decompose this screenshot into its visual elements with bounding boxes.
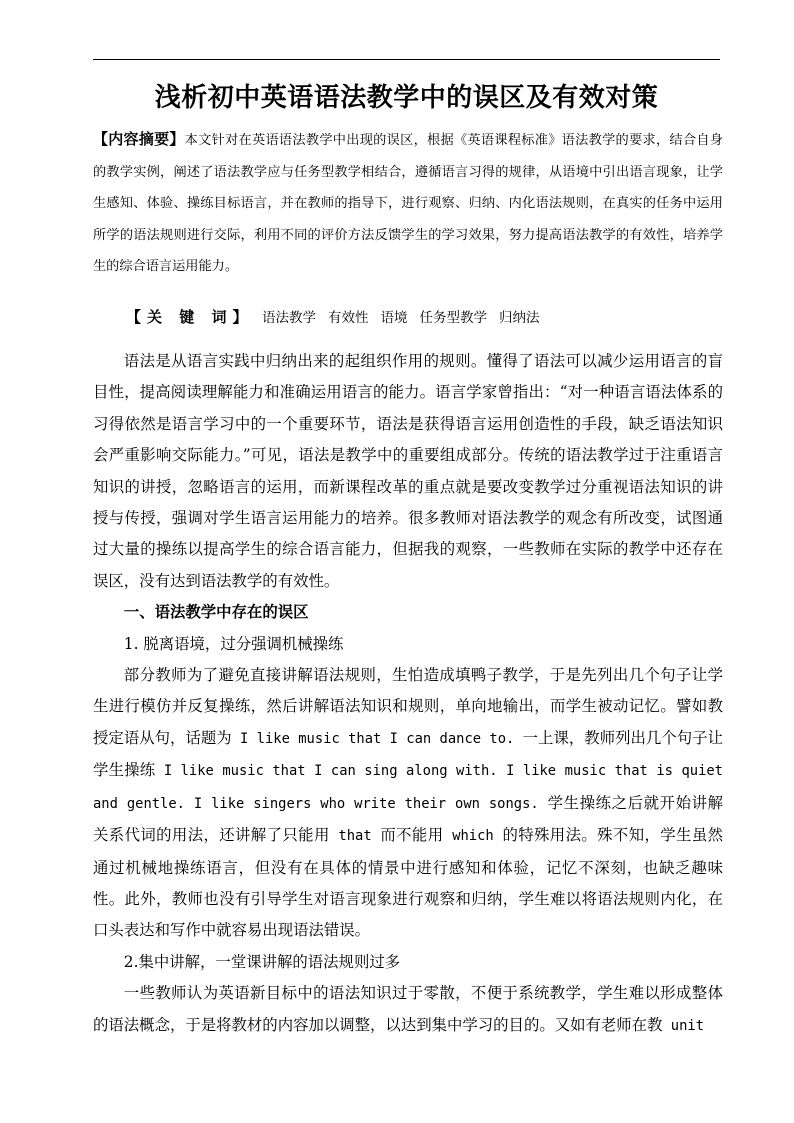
english-example: I like music that I can sing along with. I like music that is quiet and gentle. I like singers who write their own songs. [93, 763, 723, 812]
abstract-text: 本文针对在英语语法教学中出现的误区，根据《英语课程标准》语法教学的要求，结合自身的教学实例，阐述了语法教学应与任务型教学相结合，遵循语言习得的规律，从语境中引出语言现象，让学生感知、体验、操练目标语言，并在教师的指导下，进行观察、归纳、内化语法规则，在真实的任务中运用所学的语法规则进行交际，利用不同的评价方法反馈学生的学习效果，努力提高语法教学的有效性，培养学生的综合语言运用能力。 [93, 133, 723, 274]
header-rule [93, 59, 720, 60]
english-example: I like music that I can dance to. [231, 730, 523, 747]
subsection-heading: 1. 脱离语境，过分强调机械操练 [123, 634, 344, 653]
subsection-heading: 2.集中讲解，一堂课讲解的语法规则过多 [123, 952, 401, 971]
paragraph-text: 学生操练之后就开始讲解关系代词的用法，还讲解了只能用 [93, 793, 723, 845]
subsection-paragraph [93, 978, 723, 1042]
abstract-label: 【内容摘要】 [93, 130, 185, 148]
paragraph-text: 一上课，教师列出几个句子让学生操练 [93, 728, 723, 780]
paragraph-text: 而不能用 [380, 826, 444, 845]
english-example: which [443, 828, 503, 845]
keyword: 归纳法 [499, 310, 540, 326]
document-body [93, 346, 723, 1042]
paragraph-text: 的特殊用法。殊不知，学生虽然通过机械地操练语言，但没有在具体的情景中进行感知和体验，记忆不深刻，也缺乏趣味性。此外，教师也没有引导学生对语言现象进行观察和归纳，学生难以将语法规则内化，在口头表达和写作中就容易出现语法错误。 [93, 826, 723, 940]
document-title: 浅析初中英语语法教学中的误区及有效对策 [154, 83, 659, 113]
english-example: that [329, 828, 381, 845]
keyword: 任务型教学 [419, 310, 488, 326]
paragraph-text: 一些教师认为英语新目标中的语法知识过于零散，不便于系统教学，学生难以形成整体的语法概念，于是将教材的内容加以调整，以达到集中学习的目的。又如有老师在教 [93, 984, 723, 1034]
keyword: 语法教学 [262, 310, 317, 326]
intro-paragraph: 语法是从语言实践中归纳出来的起组织作用的规则。懂得了语法可以减少运用语言的盲目性，提高阅读理解能力和准确运用语言的能力。语言学家曾指出：“对一种语言语法体系的习得依然是语言学习中的一个重要环节，语法是获得语言运用创造性的手段，缺乏语法知识会严重影响交际能力。”可见，语法是教学中的重要组成部分。传统的语法教学过于注重语言知识的讲授，忽略语言的运用，而新课程改革的重点就是要改变教学过分重视语法知识的讲授与传授，强调对学生语言运用能力的培养。很多教师对语法教学的观念有所改变，试图通过大量的操练以提高学生的综合语言能力，但据我的观察，一些教师在实际的教学中还存在误区，没有达到语法教学的有效性。 [93, 352, 723, 590]
keywords-label: 【关 键 词】 [126, 308, 254, 326]
keyword: 有效性 [328, 310, 369, 326]
keyword: 语境 [380, 310, 408, 326]
abstract [93, 124, 723, 283]
section-heading: 一、语法教学中存在的误区 [123, 603, 309, 622]
english-example: unit [662, 1017, 705, 1034]
keywords [93, 303, 723, 332]
paragraph-text: 部分教师为了避免直接讲解语法规则，生怕造成填鸭子教学，于是先列出几个句子让学生进行模仿并反复操练，然后讲解语法知识和规则，单向地输出，而学生被动记忆。譬如教授定语从句，话题为 [93, 666, 723, 747]
subsection-paragraph [93, 660, 723, 947]
